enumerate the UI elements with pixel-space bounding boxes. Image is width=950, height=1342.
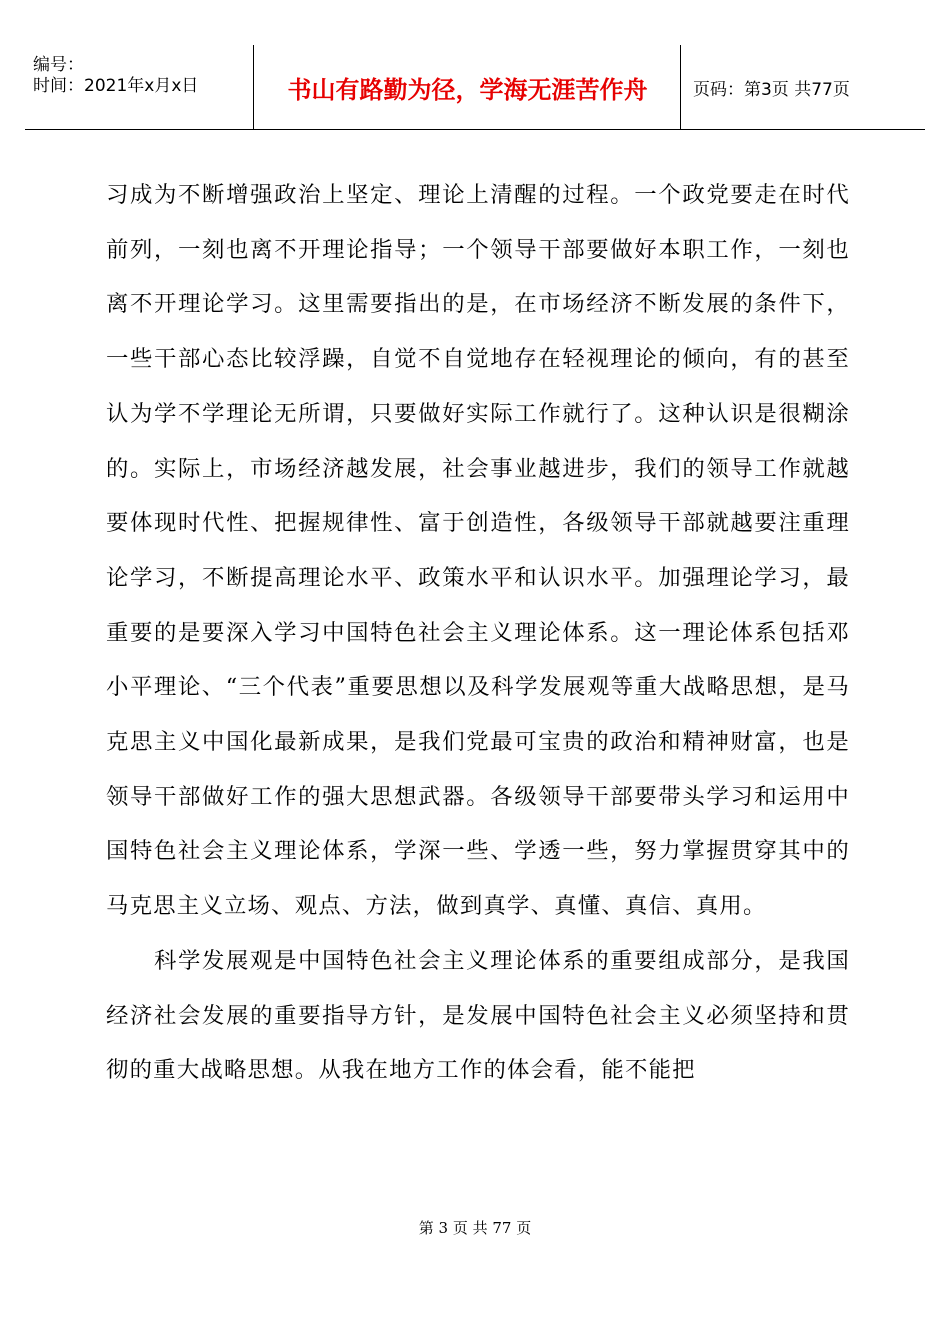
page-header (25, 45, 925, 130)
document-number-label: 编号： (33, 55, 84, 75)
document-body (106, 168, 850, 1098)
page-footer: 第 3 页 共 77 页 (418, 1219, 532, 1237)
paragraph-continued: 习成为不断增强政治上坚定、理论上清醒的过程。一个政党要走在时代前列，一刻也离不开理论指导；一个领导干部要做好本职工作，一刻也离不开理论学习。这里需要指出的是，在市场经济不断发展的条件下，一些干部心态比较浮躁，自觉不自觉地存在轻视理论的倾向，有的甚至认为学不学理论无所谓，只要做好实际工作就行了。这种认识是很糊涂的。实际上，市场经济越发展，社会事业越进步，我们的领导工作就越要体现时代性、把握规律性、富于创造性，各级领导干部就越要注重理论学习，不断提高理论水平、政策水平和认识水平。加强理论学习，最重要的是要深入学习中国特色社会主义理论体系。这一理论体系包括邓小平理论、“三个代表”重要思想以及科学发展观等重大战略思想，是马克思主义中国化最新成果，是我们党最可宝贵的政治和精神财富，也是领导干部做好工作的强大思想武器。各级领导干部要带头学习和运用中国特色社会主义理论体系，学深一些、学透一些，努力掌握贯穿其中的马克思主义立场、观点、方法，做到真学、真懂、真信、真用。 (106, 182, 850, 920)
header-meta (25, 45, 254, 129)
header-motto: 书山有路勤为径，学海无涯苦作舟 (255, 45, 681, 129)
document-time-label: 时间：2021年x月x日 (33, 76, 199, 96)
header-page-info: 页码：第3页 共77页 (693, 79, 850, 100)
paragraph: 科学发展观是中国特色社会主义理论体系的重要组成部分，是我国经济社会发展的重要指导方针，是发展中国特色社会主义必须坚持和贯彻的重大战略思想。从我在地方工作的体会看，能不能把 (106, 947, 850, 1084)
